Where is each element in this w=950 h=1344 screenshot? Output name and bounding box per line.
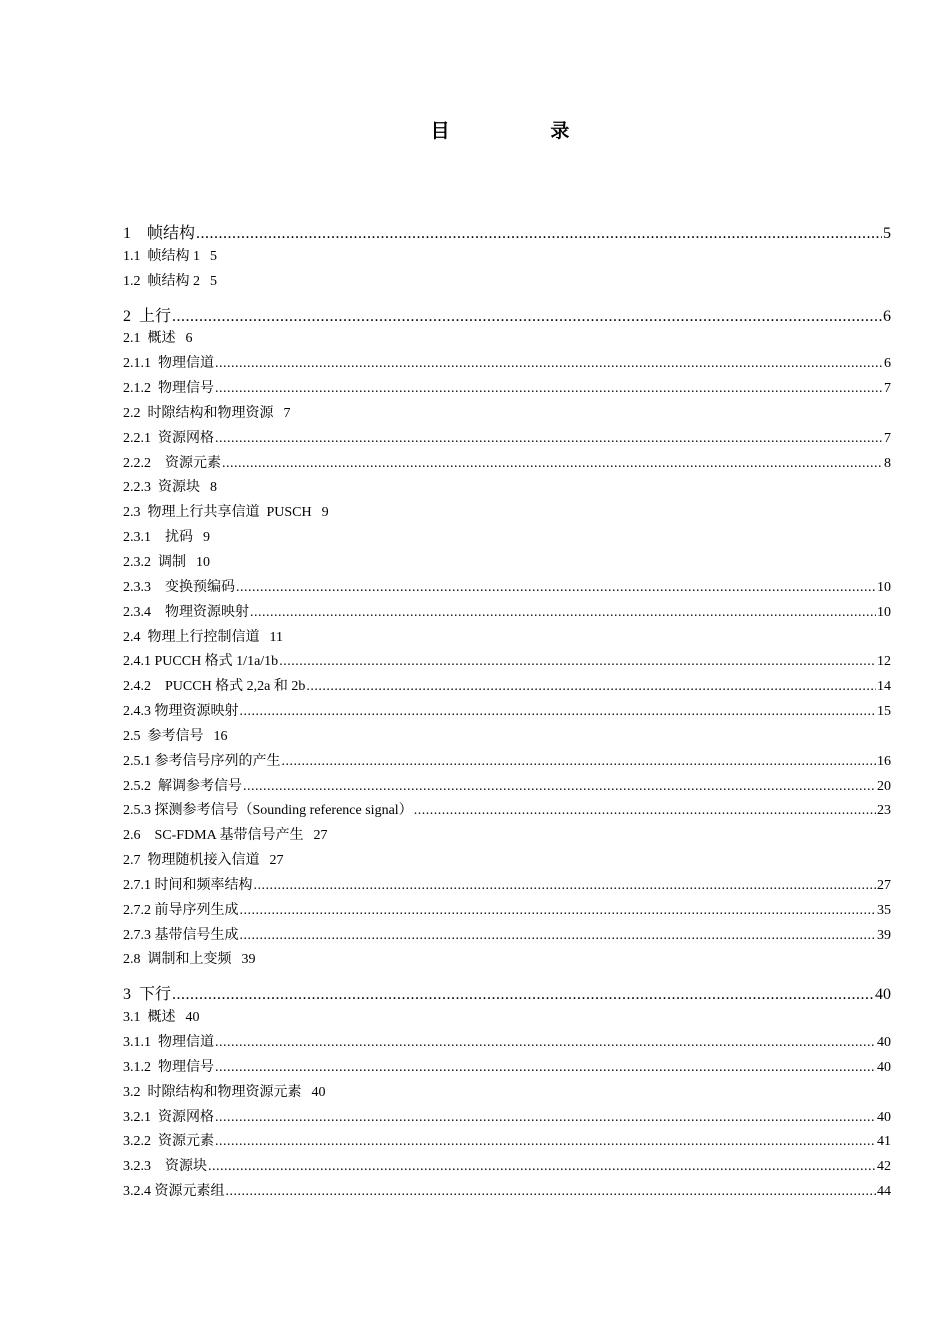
toc-dot-leader	[240, 704, 877, 720]
toc-entry-page-number: 7	[884, 381, 891, 397]
toc-entry-number: 2.2.1	[123, 430, 151, 446]
toc-entry-label: 资源元素	[158, 1134, 214, 1150]
toc-entry[interactable]	[123, 650, 891, 675]
toc-entry-label: 物理信号	[158, 381, 214, 397]
toc-dot-leader	[240, 928, 877, 944]
toc-entry[interactable]	[123, 675, 891, 700]
toc-entry-separator	[141, 249, 148, 265]
toc-entry-label: 概述	[147, 331, 176, 347]
toc-entry-number: 2.4.2	[123, 679, 151, 695]
toc-entry-separator	[141, 952, 148, 968]
toc-entry-page-number: 15	[877, 704, 891, 720]
toc-entry-label: 时间和频率结构	[154, 877, 253, 893]
toc-entry-separator	[151, 530, 165, 546]
toc-entry[interactable]	[123, 245, 891, 270]
toc-entry-label: 物理资源映射	[165, 604, 249, 620]
toc-entry[interactable]	[123, 377, 891, 402]
toc-entry-label: 上行	[139, 307, 172, 325]
toc-entry[interactable]	[123, 270, 891, 295]
toc-entry-number: 2.1	[123, 331, 141, 347]
toc-entry-number: 2.4.1	[123, 654, 151, 670]
toc-entry-number: 2.2.3	[123, 480, 151, 496]
toc-entry-separator	[151, 1060, 158, 1076]
toc-entry-label: 物理信道	[158, 356, 214, 372]
toc-entry-label: 调制和上变频	[147, 952, 232, 968]
toc-entry-label: 扰码	[165, 530, 193, 546]
toc-entry-number: 2.7	[123, 853, 141, 869]
toc-entry-page-number: 14	[877, 679, 891, 695]
toc-entry-page-number: 6	[884, 356, 891, 372]
toc-entry-label: 前导序列生成	[154, 902, 239, 918]
toc-entry-page-number: 39	[877, 927, 891, 943]
toc-entry-number: 2.2	[123, 405, 141, 421]
toc-entry-number: 3.2.2	[123, 1134, 151, 1150]
toc-entry-number: 3	[123, 986, 131, 1004]
toc-entry-page-number: 35	[877, 902, 891, 918]
toc-entry[interactable]	[123, 1130, 891, 1155]
toc-entry-number: 2.5.1	[123, 753, 151, 769]
table-of-contents	[123, 220, 891, 1205]
toc-entry-page-number: 42	[877, 1159, 891, 1175]
toc-entry-number: 2.3.2	[123, 554, 151, 570]
toc-entry-page-number: 39	[241, 952, 256, 968]
toc-entry-separator	[151, 605, 165, 621]
toc-entry-label: 物理信道	[158, 1035, 214, 1050]
toc-entry-label: 物理信号	[158, 1059, 214, 1075]
toc-entry-label: PUCCH 格式 1/1a/1b	[154, 654, 279, 670]
toc-entry[interactable]	[123, 501, 891, 526]
toc-entry-label: 概述	[147, 1010, 176, 1026]
toc-entry-label: 探测参考信号（Sounding reference signal）	[154, 803, 413, 819]
toc-entry-page-number: 20	[877, 778, 891, 794]
toc-entry-page-number: 44	[877, 1184, 891, 1200]
toc-entry-separator	[141, 828, 155, 844]
toc-entry-page-number: 40	[877, 1109, 891, 1125]
toc-entry-label: SC-FDMA 基带信号产生	[154, 828, 304, 844]
toc-dot-leader	[243, 779, 876, 795]
toc-entry-label: 物理随机接入信道	[147, 853, 260, 869]
toc-entry-number: 2.3.4	[123, 604, 151, 620]
toc-entry-number: 2.3.3	[123, 579, 151, 595]
toc-entry-number: 2.8	[123, 952, 141, 968]
toc-entry-number: 2.5.2	[123, 778, 151, 794]
toc-entry[interactable]	[123, 824, 891, 849]
toc-dot-leader	[215, 356, 883, 372]
toc-dot-leader	[236, 580, 876, 596]
toc-entry-number: 3.2	[123, 1084, 141, 1100]
toc-entry[interactable]	[123, 725, 891, 750]
toc-entry-label: 物理上行控制信道	[147, 629, 260, 645]
toc-entry-number: 2.6	[123, 828, 141, 844]
toc-entry-separator	[151, 679, 165, 695]
toc-entry-label: 资源元素组	[154, 1184, 225, 1200]
toc-entry-label: 资源网格	[158, 1109, 214, 1125]
toc-entry[interactable]	[123, 352, 891, 377]
toc-entry-label: 变换预编码	[165, 579, 235, 595]
toc-entry[interactable]	[123, 601, 891, 626]
toc-entry[interactable]	[123, 402, 891, 427]
toc-entry-number: 2.4.3	[123, 704, 151, 720]
toc-entry-separator	[151, 580, 165, 596]
toc-dot-leader	[215, 381, 883, 397]
toc-entry-separator	[141, 853, 148, 869]
toc-entry-separator	[151, 1110, 158, 1126]
toc-entry[interactable]	[123, 1081, 891, 1106]
toc-entry-page-number: 5	[210, 248, 217, 264]
toc-dot-leader	[240, 903, 877, 919]
toc-entry[interactable]	[123, 1006, 891, 1031]
toc-dot-leader	[226, 1184, 877, 1200]
toc-entry-page-number: 12	[877, 654, 891, 670]
toc-entry-separator	[141, 331, 148, 347]
toc-entry-separator	[131, 225, 147, 243]
toc-entry-separator	[141, 1010, 148, 1026]
toc-entry-number: 1	[123, 225, 131, 242]
toc-entry-label: 帧结构	[147, 225, 196, 242]
toc-entry[interactable]	[123, 427, 891, 452]
toc-entry-number: 3.2.3	[123, 1159, 151, 1175]
toc-entry-label: 调制	[158, 554, 186, 570]
toc-entry-separator	[141, 1085, 148, 1101]
toc-entry-separator	[141, 406, 148, 422]
toc-entry-separator	[141, 274, 148, 290]
toc-entry[interactable]	[123, 452, 891, 477]
toc-entry[interactable]	[123, 476, 891, 501]
toc-entry[interactable]	[123, 775, 891, 800]
toc-dot-leader	[215, 1134, 876, 1150]
toc-entry-label: 物理上行共享信道 PUSCH	[147, 505, 312, 521]
toc-entry-separator	[151, 480, 158, 496]
toc-entry[interactable]	[123, 526, 891, 551]
toc-entry[interactable]	[123, 1031, 891, 1056]
toc-entry-label: 帧结构 2	[147, 273, 200, 289]
toc-entry-number: 3.2.1	[123, 1109, 151, 1125]
toc-entry-page-number: 11	[269, 629, 283, 645]
toc-entry[interactable]	[123, 924, 891, 949]
toc-entry-page-number: 10	[196, 554, 210, 570]
toc-entry-label: 资源块	[158, 480, 200, 496]
toc-entry[interactable]	[123, 303, 891, 328]
toc-entry-separator	[151, 381, 158, 397]
toc-entry-number: 2	[123, 307, 131, 325]
toc-entry-number: 2.5	[123, 728, 141, 744]
toc-entry-page-number: 40	[877, 1035, 891, 1050]
toc-entry-separator	[151, 1134, 158, 1150]
toc-entry-page-number: 5	[883, 225, 891, 242]
toc-entry-page-number: 40	[311, 1084, 326, 1100]
toc-entry[interactable]	[123, 1180, 891, 1205]
toc-entry-number: 2.1.2	[123, 381, 151, 397]
toc-entry-number: 3.2.4	[123, 1184, 151, 1200]
toc-entry-number: 1.1	[123, 248, 141, 264]
toc-dot-leader	[254, 878, 877, 894]
toc-entry[interactable]	[123, 1155, 891, 1180]
toc-entry-number: 1.2	[123, 273, 141, 289]
toc-entry-number: 2.7.3	[123, 927, 151, 943]
toc-entry-number: 2.3	[123, 505, 141, 521]
toc-entry-label: 参考信号	[147, 728, 204, 744]
toc-entry[interactable]	[123, 700, 891, 725]
toc-entry-page-number: 23	[877, 803, 891, 819]
toc-entry-number: 2.5.3	[123, 803, 151, 819]
toc-entry-separator	[131, 986, 139, 1004]
toc-entry-label: PUCCH 格式 2,2a 和 2b	[165, 679, 306, 695]
toc-entry-number: 2.3.1	[123, 530, 151, 546]
toc-entry-page-number: 16	[213, 728, 228, 744]
toc-entry[interactable]	[123, 576, 891, 601]
toc-entry-number: 2.4	[123, 629, 141, 645]
toc-entry-number: 2.2.2	[123, 455, 151, 471]
toc-entry-page-number: 9	[203, 530, 210, 546]
toc-entry[interactable]	[123, 948, 891, 973]
toc-entry-page-number: 27	[313, 828, 328, 844]
toc-entry-separator	[151, 431, 158, 447]
toc-entry-separator	[141, 729, 148, 745]
toc-entry-separator	[151, 779, 158, 795]
toc-entry-label: 资源元素	[165, 455, 221, 471]
toc-entry-page-number: 40	[875, 986, 891, 1004]
toc-entry-label: 参考信号序列的产生	[154, 753, 281, 769]
toc-entry-label: 帧结构 1	[147, 248, 200, 264]
toc-entry-label: 解调参考信号	[158, 778, 242, 794]
toc-entry-page-number: 6	[185, 331, 193, 347]
toc-dot-leader	[222, 456, 883, 472]
toc-dot-leader	[279, 654, 876, 670]
toc-entry-page-number: 27	[877, 877, 891, 893]
toc-entry-page-number: 40	[185, 1010, 200, 1026]
toc-entry-separator	[151, 456, 165, 472]
toc-entry-page-number: 16	[877, 753, 891, 769]
toc-entry[interactable]	[123, 874, 891, 899]
toc-entry[interactable]	[123, 1106, 891, 1131]
toc-entry-separator	[151, 555, 158, 571]
toc-entry[interactable]	[123, 1056, 891, 1081]
toc-entry[interactable]	[123, 981, 891, 1006]
toc-entry-page-number: 40	[877, 1059, 891, 1075]
toc-entry-separator	[151, 356, 158, 372]
toc-entry-separator	[151, 1159, 165, 1175]
toc-entry-separator	[141, 630, 148, 646]
toc-entry-label: 下行	[139, 986, 172, 1004]
toc-entry-page-number: 27	[269, 853, 284, 869]
toc-dot-leader	[215, 1110, 876, 1126]
toc-entry[interactable]	[123, 327, 891, 352]
toc-entry-page-number: 5	[210, 273, 217, 289]
toc-entry[interactable]	[123, 799, 891, 824]
toc-entry-page-number: 7	[283, 405, 291, 421]
toc-dot-leader	[215, 1035, 876, 1051]
toc-entry-number: 2.7.1	[123, 877, 151, 893]
toc-entry[interactable]	[123, 899, 891, 924]
toc-entry-label: 资源网格	[158, 430, 214, 446]
toc-entry-label: 基带信号生成	[154, 927, 239, 943]
toc-dot-leader	[172, 986, 874, 1004]
toc-entry-separator	[151, 1035, 158, 1051]
toc-entry-page-number: 8	[210, 480, 217, 496]
toc-entry-page-number: 8	[884, 455, 891, 471]
toc-entry-label: 时隙结构和物理资源元素	[147, 1084, 302, 1100]
toc-entry-label: 时隙结构和物理资源	[147, 405, 274, 421]
toc-entry[interactable]	[123, 849, 891, 874]
toc-entry-number: 3.1	[123, 1010, 141, 1026]
toc-entry-page-number: 41	[877, 1134, 891, 1150]
toc-entry[interactable]	[123, 626, 891, 651]
toc-entry-label: 资源块	[165, 1159, 207, 1175]
toc-dot-leader	[306, 679, 876, 695]
toc-dot-leader	[282, 754, 877, 770]
toc-entry-page-number: 10	[877, 579, 891, 595]
toc-entry-page-number: 10	[877, 604, 891, 620]
toc-entry-label: 物理资源映射	[154, 704, 239, 720]
toc-dot-leader	[172, 308, 882, 326]
toc-dot-leader	[208, 1159, 876, 1175]
toc-entry[interactable]	[123, 750, 891, 775]
toc-title: 目 录	[430, 121, 618, 142]
toc-entry[interactable]	[123, 220, 891, 245]
toc-entry-separator	[141, 505, 148, 521]
toc-entry-number: 2.7.2	[123, 902, 151, 918]
toc-dot-leader	[414, 803, 876, 819]
toc-dot-leader	[215, 431, 883, 447]
toc-entry-page-number: 9	[321, 505, 329, 521]
toc-entry-number: 2.1.1	[123, 356, 151, 372]
toc-dot-leader	[196, 225, 882, 243]
toc-dot-leader	[250, 605, 876, 621]
toc-entry-page-number: 6	[883, 307, 891, 325]
toc-entry-number: 3.1.2	[123, 1059, 151, 1075]
toc-entry-page-number: 7	[884, 430, 891, 446]
toc-dot-leader	[215, 1060, 876, 1076]
toc-entry-separator	[131, 308, 139, 326]
toc-entry[interactable]	[123, 551, 891, 576]
toc-entry-number: 3.1.1	[123, 1035, 151, 1050]
